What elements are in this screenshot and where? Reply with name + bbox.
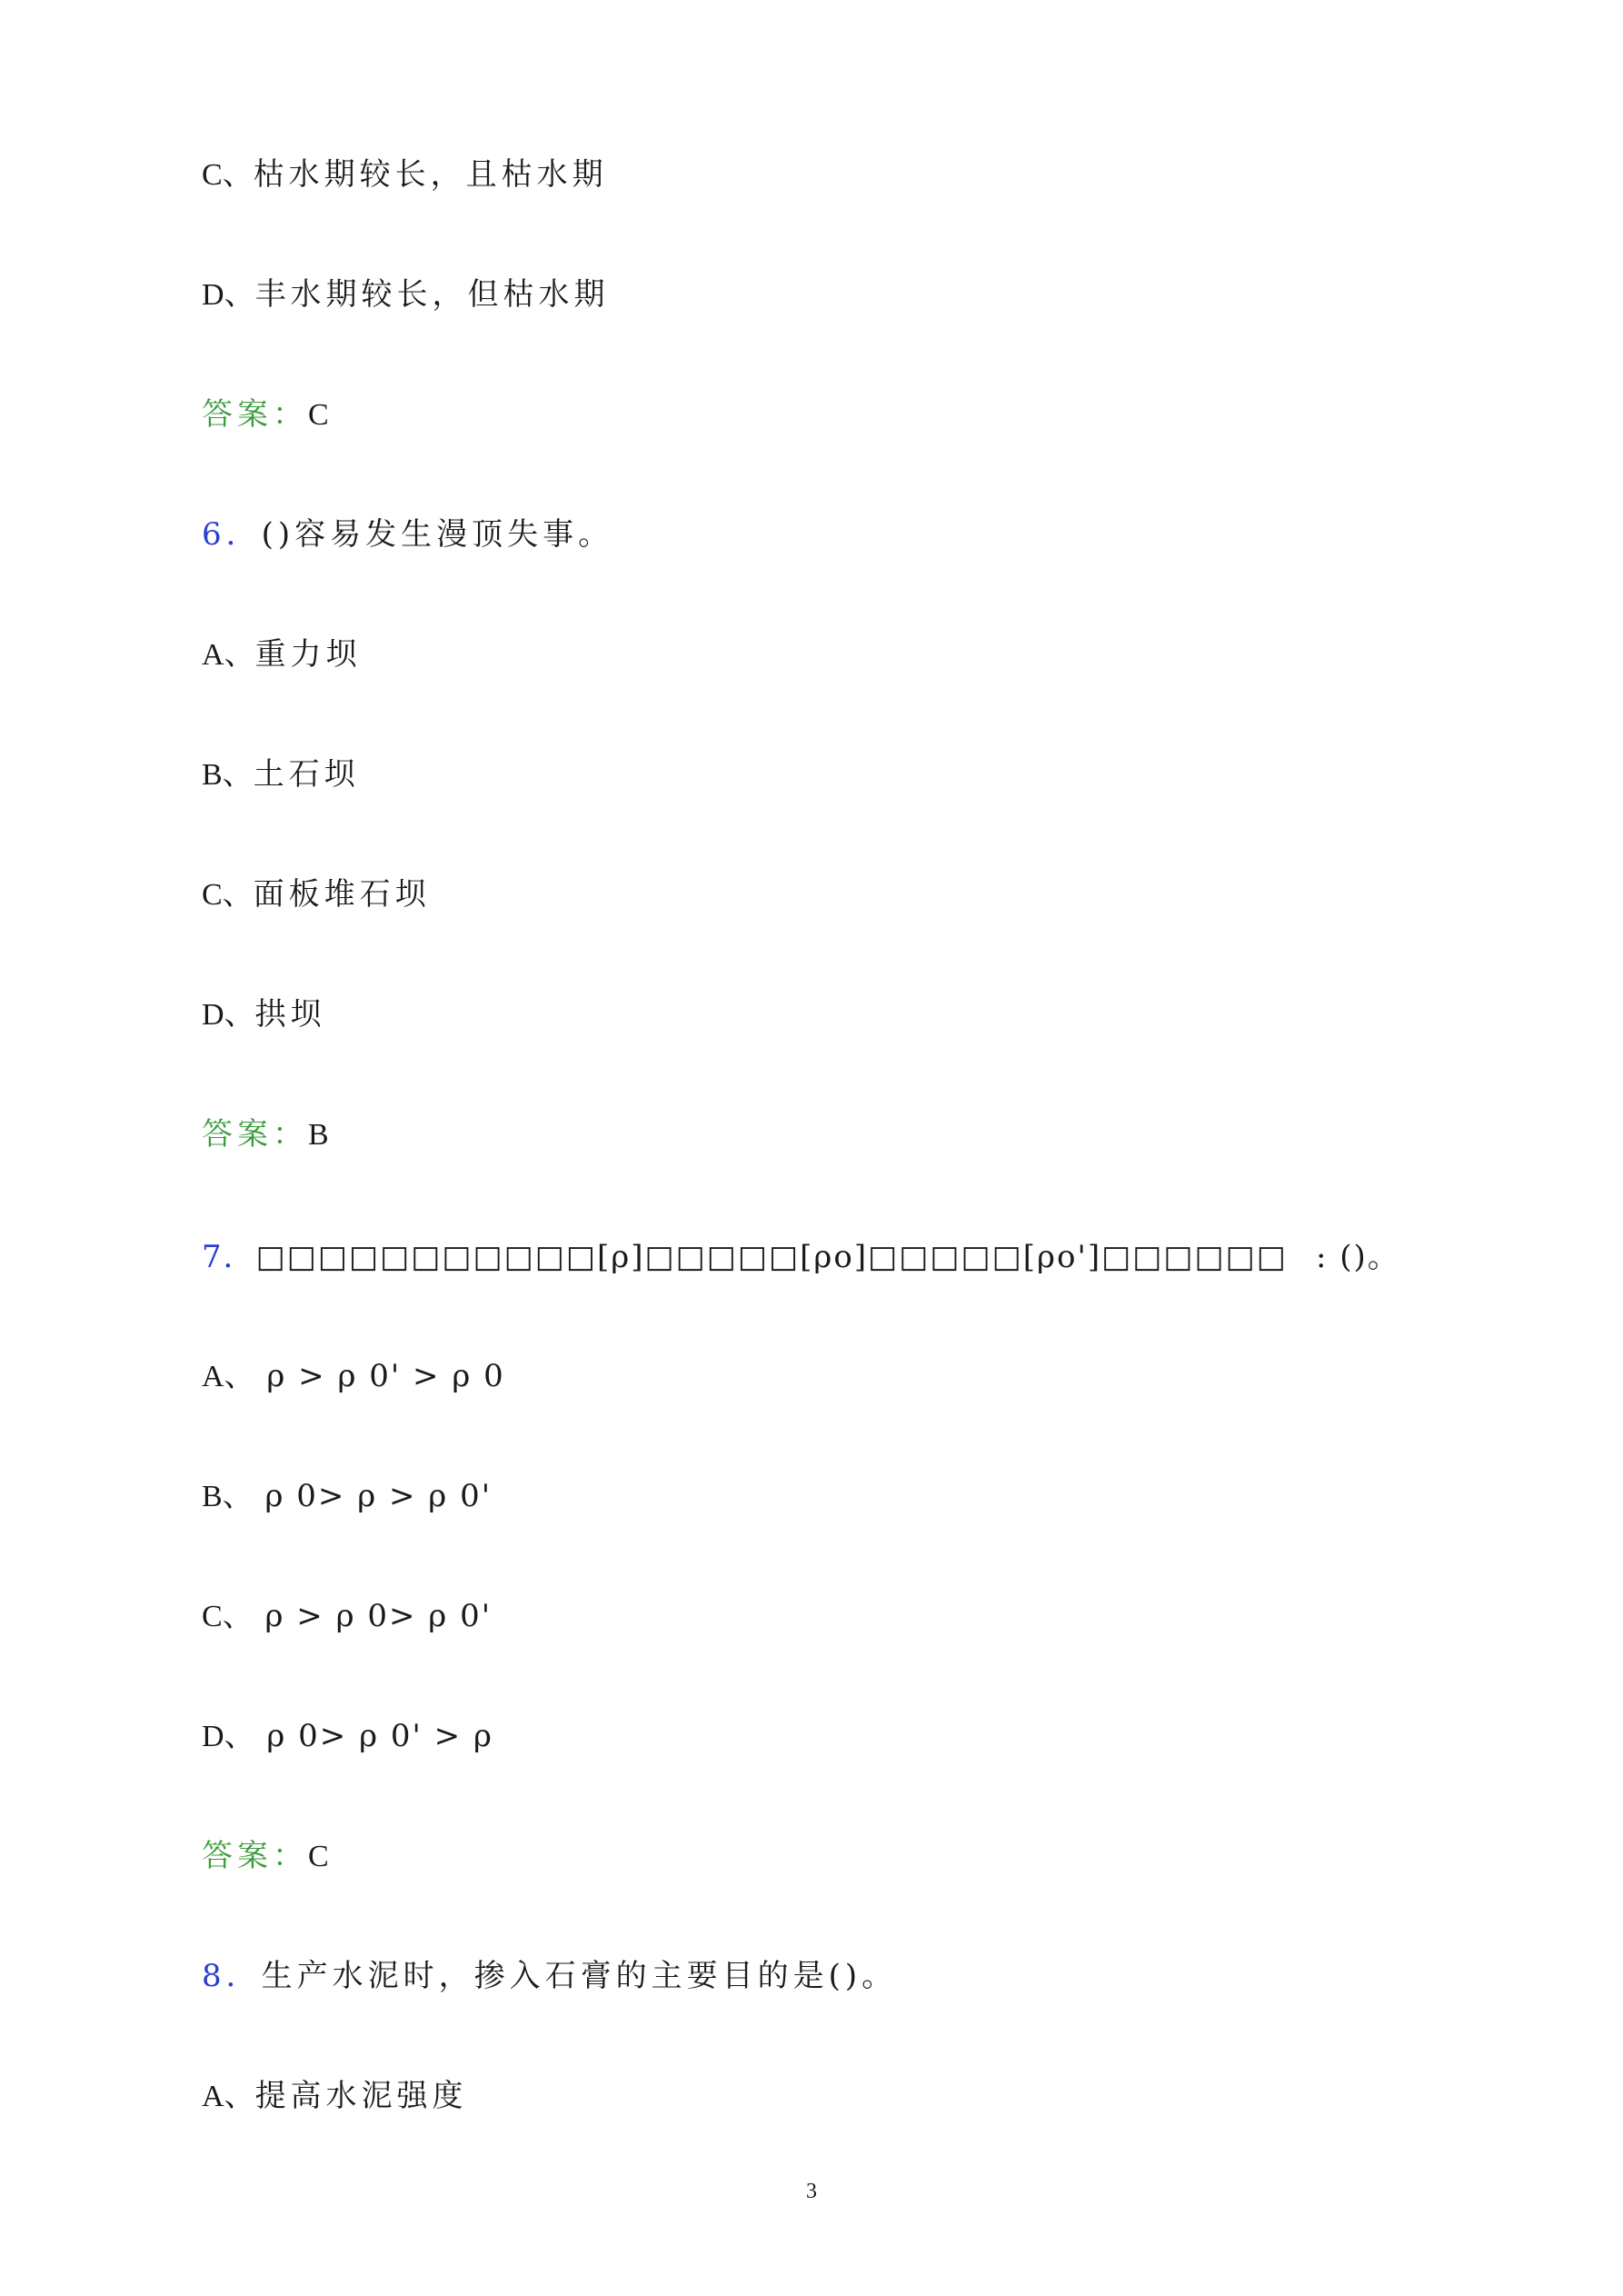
question-number: 7． <box>202 1239 256 1275</box>
answer-value: B <box>308 1118 329 1152</box>
q7-stem <box>202 1239 1288 1275</box>
option-letter: C、 <box>202 878 254 912</box>
option-letter: C、 <box>202 1600 254 1633</box>
option-letter: A、 <box>202 1360 255 1393</box>
q6-stem <box>202 516 613 553</box>
option-text: 重力坝 <box>254 636 362 673</box>
q5-option-c <box>202 156 608 194</box>
q6-option-d <box>202 996 326 1033</box>
q5-option-d <box>202 276 610 314</box>
question-text: 生产水泥时，掺入石膏的主要目的是()。 <box>261 1958 898 1994</box>
q7-option-c <box>202 1598 492 1635</box>
answer-value: C <box>308 398 329 432</box>
option-letter: D、 <box>202 278 255 312</box>
option-letter: A、 <box>202 2080 255 2113</box>
option-text: 丰水期较长，但枯水期 <box>254 276 610 313</box>
q6-option-a <box>202 636 362 674</box>
answer-value: C <box>308 1840 329 1873</box>
q7-option-a <box>202 1358 505 1395</box>
option-text: 拱坝 <box>254 996 326 1033</box>
option-text: ρ 0> ρ > ρ 0' <box>253 1478 493 1514</box>
option-letter: D、 <box>202 1720 255 1753</box>
question-number: 8． <box>202 1958 262 1994</box>
option-letter: B、 <box>202 1480 254 1513</box>
q7-stem-tail: : ()。 <box>1316 1239 1400 1275</box>
answer-label: 答案： <box>202 1116 308 1153</box>
q7-option-b <box>202 1478 492 1515</box>
answer-label: 答案： <box>202 1838 308 1874</box>
option-letter: C、 <box>202 158 254 192</box>
q8-stem <box>202 1958 897 1994</box>
option-letter: B、 <box>202 758 254 792</box>
option-text: 提高水泥强度 <box>254 2078 468 2114</box>
q6-option-b <box>202 756 360 794</box>
option-text: ρ 0> ρ 0' > ρ <box>254 1718 493 1754</box>
answer-label: 答案： <box>202 396 308 433</box>
question-number: 6． <box>202 516 262 553</box>
q7-answer <box>202 1838 329 1875</box>
q6-option-c <box>202 876 431 913</box>
option-text: 枯水期较长，且枯水期 <box>253 156 608 193</box>
q5-answer <box>202 396 329 434</box>
q7-option-d <box>202 1718 493 1755</box>
option-text: ρ > ρ 0' > ρ 0 <box>254 1358 505 1394</box>
page-number: 3 <box>806 2180 817 2203</box>
question-text: ()容易发生漫顶失事。 <box>261 516 614 553</box>
option-letter: A、 <box>202 638 255 672</box>
option-letter: D、 <box>202 998 255 1032</box>
q8-option-a <box>202 2078 468 2115</box>
option-text: ρ > ρ 0> ρ 0' <box>253 1598 493 1634</box>
q6-answer <box>202 1116 329 1153</box>
option-text: 土石坝 <box>253 756 360 793</box>
question-text: □□□□□□□□□□□[ρ]□□□□□[ρo]□□□□□[ρo']□□□□□□ <box>255 1239 1288 1275</box>
option-text: 面板堆石坝 <box>253 876 431 913</box>
